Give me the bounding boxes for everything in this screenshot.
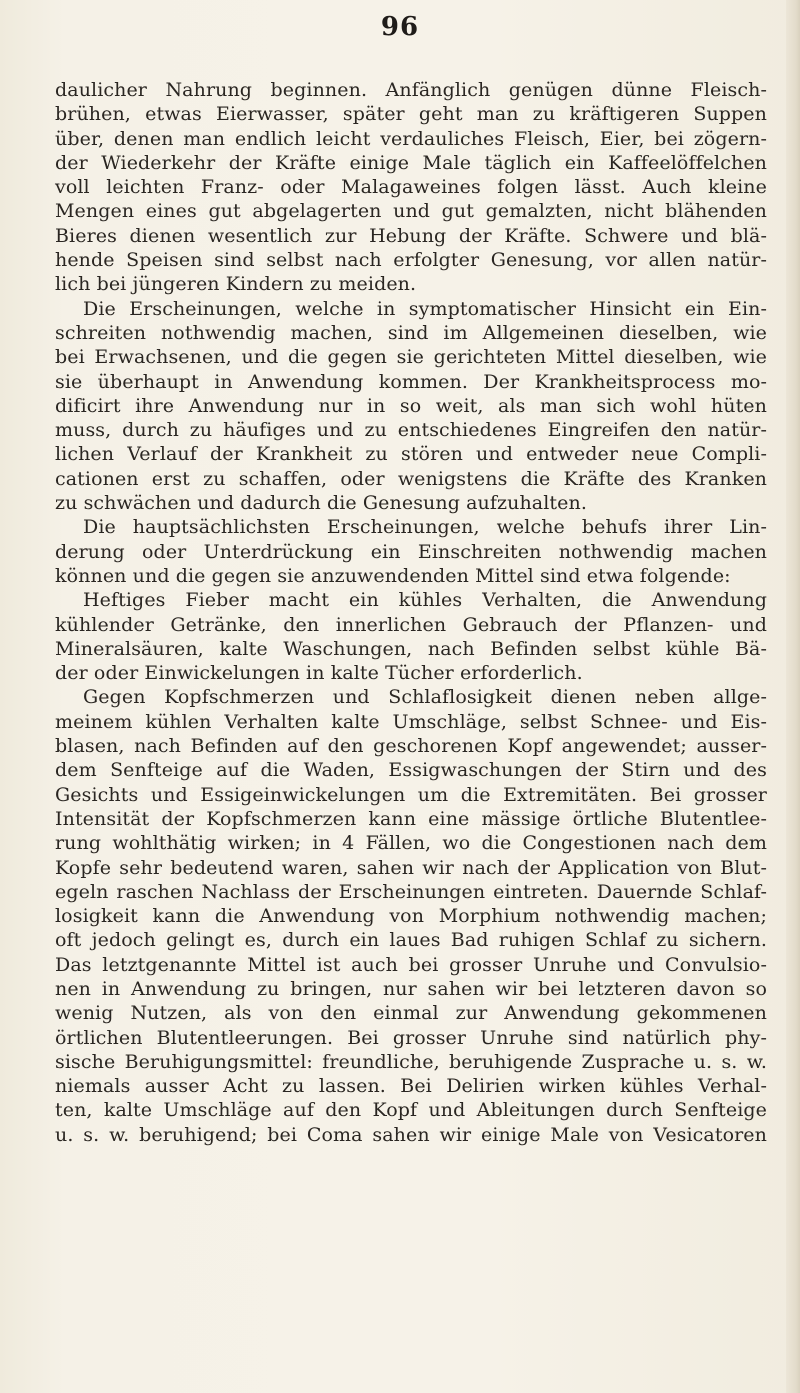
- text-line: voll leichten Franz- oder Malagaweines folgen lässt. Auch kleine: [55, 176, 767, 199]
- text-line: ten, kalte Umschläge auf den Kopf und Ableitungen durch Senfteige: [55, 1099, 767, 1122]
- text-line: meinem kühlen Verhalten kalte Umschläge, selbst Schnee- und Eis-: [55, 710, 767, 733]
- text-line: Bieres dienen wesentlich zur Hebung der Kräfte. Schwere und blä-: [55, 224, 767, 247]
- text-line: Das letztgenannte Mittel ist auch bei grosser Unruhe und Convulsio-: [55, 953, 767, 976]
- text-line: lich bei jüngeren Kindern zu meiden.: [55, 273, 417, 296]
- text-line: dificirt ihre Anwendung nur in so weit, als man sich wohl hüten: [55, 394, 767, 417]
- text-line: Gesichts und Essigeinwickelungen um die Extremitäten. Bei grosser: [55, 783, 767, 806]
- text-line: Intensität der Kopfschmerzen kann eine mässige örtliche Blutentlee-: [55, 807, 767, 830]
- text-line: Kopfe sehr bedeutend waren, sahen wir nach der Application von Blut-: [55, 856, 767, 879]
- text-line: oft jedoch gelingt es, durch ein laues Bad ruhigen Schlaf zu sichern.: [55, 929, 767, 952]
- text-line: derung oder Unterdrückung ein Einschreiten nothwendig machen: [55, 540, 767, 563]
- text-line: cationen erst zu schaffen, oder wenigstens die Kräfte des Kranken: [55, 467, 767, 490]
- text-line: zu schwächen und dadurch die Genesung aufzuhalten.: [55, 492, 587, 515]
- text-line: hende Speisen sind selbst nach erfolgter Genesung, vor allen natür-: [55, 249, 767, 272]
- text-line: u. s. w. beruhigend; bei Coma sahen wir einige Male von Vesicatoren: [55, 1123, 767, 1146]
- text-line: der oder Einwickelungen in kalte Tücher erforderlich.: [55, 662, 583, 685]
- page-edge-shadow: [786, 0, 800, 1393]
- text-line: Die Erscheinungen, welche in symptomatischer Hinsicht ein Ein-: [83, 297, 767, 320]
- text-line: Gegen Kopfschmerzen und Schlaflosigkeit dienen neben allge-: [83, 686, 767, 709]
- body-text: [55, 78, 767, 1147]
- text-line: können und die gegen sie anzuwendenden Mittel sind etwa folgende:: [55, 564, 731, 587]
- text-line: kühlender Getränke, den innerlichen Gebrauch der Pflanzen- und: [55, 613, 767, 636]
- text-line: Heftiges Fieber macht ein kühles Verhalten, die Anwendung: [83, 589, 767, 612]
- text-line: Mengen eines gut abgelagerten und gut gemalzten, nicht blähenden: [55, 200, 767, 223]
- text-line: lichen Verlauf der Krankheit zu stören und entweder neue Compli-: [55, 443, 767, 466]
- text-line: schreiten nothwendig machen, sind im Allgemeinen dieselben, wie: [55, 321, 767, 344]
- text-line: wenig Nutzen, als von den einmal zur Anwendung gekommenen: [55, 1002, 767, 1025]
- text-line: örtlichen Blutentleerungen. Bei grosser Unruhe sind natürlich phy-: [55, 1026, 767, 1049]
- text-line: sie überhaupt in Anwendung kommen. Der Krankheitsprocess mo-: [55, 370, 767, 393]
- text-line: egeln raschen Nachlass der Erscheinungen eintreten. Dauernde Schlaf-: [55, 880, 767, 903]
- text-line: blasen, nach Befinden auf den geschorenen Kopf angewendet; ausser-: [55, 735, 767, 758]
- text-line: nen in Anwendung zu bringen, nur sahen wir bei letzteren davon so: [55, 977, 767, 1000]
- text-line: losigkeit kann die Anwendung von Morphium nothwendig machen;: [55, 905, 767, 928]
- text-line: der Wiederkehr der Kräfte einige Male täglich ein Kaffeelöffelchen: [55, 151, 767, 174]
- text-line: muss, durch zu häufiges und zu entschiedenes Eingreifen den natür-: [55, 419, 767, 442]
- text-line: rung wohlthätig wirken; in 4 Fällen, wo die Congestionen nach dem: [55, 832, 767, 855]
- text-line: daulicher Nahrung beginnen. Anfänglich genügen dünne Fleisch-: [55, 79, 767, 101]
- text-line: sische Beruhigungsmittel: freundliche, beruhigende Zusprache u. s. w.: [55, 1050, 767, 1073]
- text-line: über, denen man endlich leicht verdauliches Fleisch, Eier, bei zögern-: [55, 127, 767, 150]
- text-line: bei Erwachsenen, und die gegen sie gerichteten Mittel dieselben, wie: [55, 346, 767, 369]
- text-line: brühen, etwas Eierwasser, später geht man zu kräftigeren Suppen: [55, 103, 767, 126]
- text-line: dem Senfteige auf die Waden, Essigwaschungen der Stirn und des: [55, 759, 767, 782]
- page-number: 96: [380, 12, 420, 42]
- text-line: niemals ausser Acht zu lassen. Bei Delirien wirken kühles Verhal-: [55, 1075, 767, 1098]
- text-line: Die hauptsächlichsten Erscheinungen, welche behufs ihrer Lin-: [83, 516, 767, 539]
- text-line: Mineralsäuren, kalte Waschungen, nach Befinden selbst kühle Bä-: [55, 637, 767, 660]
